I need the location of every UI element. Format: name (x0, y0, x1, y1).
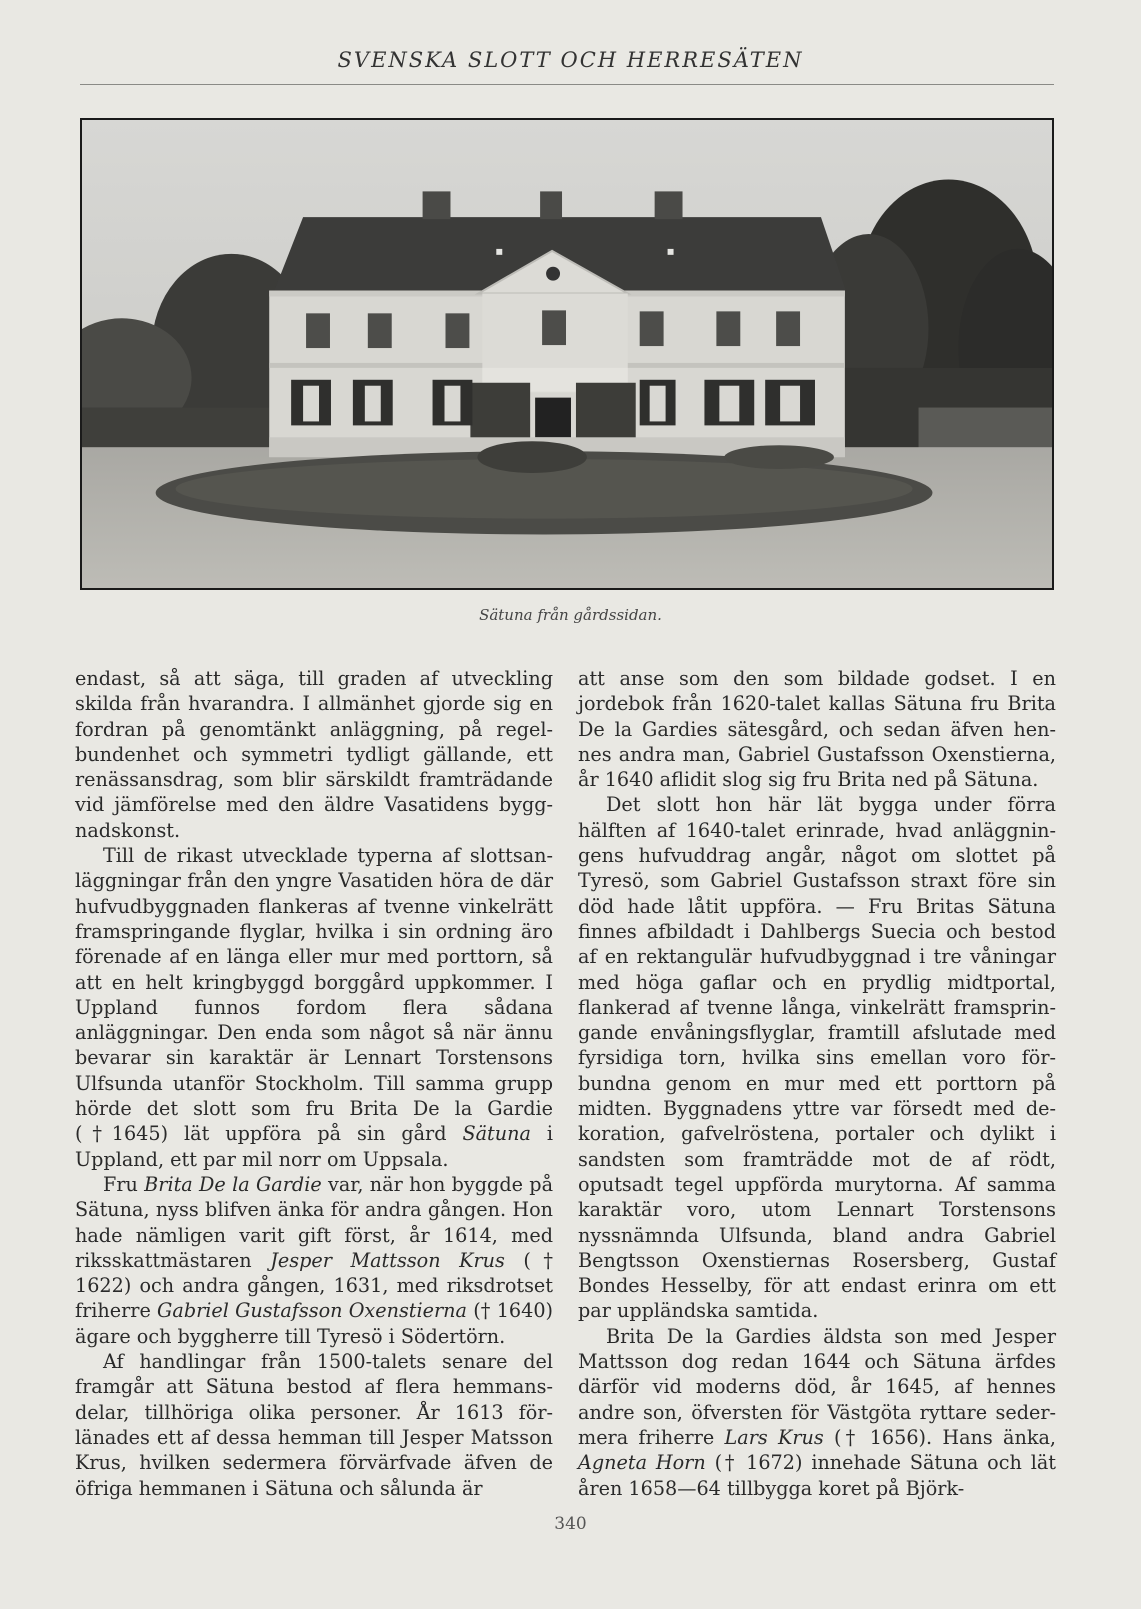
paragraph-text: († 1622) och andra gången, 1631, med riksdrotset friherre (75, 1248, 553, 1323)
paragraph-text: Fru (103, 1172, 138, 1196)
paragraph: Af handlingar från 1500-talets senare del framgår att Sätuna bestod af flera hemmansdelar, tillhöriga olika personer. År 1613 förlänades ett af dessa hemman till Jesper Matsson Krus, hvilken sedermera förvärfvade äfven de öfriga hemmanen i Sätuna och sålunda är (75, 1350, 553, 1500)
person-name: Gabriel Gustafsson Oxenstierna (157, 1299, 467, 1323)
paragraph-text: († 1672) innehade Sätuna och lät åren 1658—64 tillbygga koret på Björk- (578, 1451, 1056, 1500)
paragraph-text: Till de rikast utvecklade typerna af slottsanläggningar från den yngre Vasatiden höra de där hufvudbyggnaden flankeras af tvenne vinkelrätt framspringande flyglar, hvilka i sin ordning äro förenade af en länga eller mur med porttorn, så att en helt kringbyggd borggård uppkommer. I Uppland funnos fordom flera sådana anläggningar. Den enda som något så när ännu bevarar sin karaktär är Lennart Torstensons Ulfsunda utanför Stockholm. Till samma grupp hörde det slott som fru Brita De la Gardie (†1645) lät uppföra på sin gård (75, 844, 553, 1146)
paragraph: Det slott hon här lät bygga under förra hälften af 1640-talet erinrade, hvad anläggningens hufvuddrag angår, något om slottet på Tyresö, som Gabriel Gustafsson straxt före sin död hade låtit uppföra. — Fru Britas Sätuna finnes afbildadt i Dahlbergs Suecia och bestod af en rektangulär hufvudbyggnad i tre våningar med höga gaflar och en prydlig midtportal, flankerad af tvenne långa, vinkelrätt framspringande envåningsflyglar, framtill afslutade med fyrsidiga torn, hvilka sins emellan voro förbundna genom en mur med ett porttorn på midten. Byggnadens yttre var försedt med dekoration, gafvelröstena, portaler och dylikt i sandsten som framträdde mot de af rödt, oputsadt tegel uppförda murytorna. Af samma karaktär voro, utom Lennart Torstensons nyssnämnda Ulfsunda, bland andra Gabriel Bengtsson Oxenstiernas Rosersberg, Gustaf Bondes Hesselby, för att endast erinra om ett par uppländska samtida. (578, 793, 1056, 1323)
paragraph (578, 1324, 1056, 1501)
figure-caption: Sätuna från gårdssidan. (479, 606, 662, 624)
text-column-left (75, 666, 553, 1501)
paragraph-text: var, när hon byggde på Sätuna, nyss blifven änka för andra gången. Hon hade nämligen varit gift först, år 1614, med riksskattmästaren (75, 1172, 554, 1272)
person-name: Brita De la Gardie (144, 1172, 322, 1196)
page-number: 340 (554, 1514, 587, 1534)
manor-house-illustration (82, 120, 1052, 588)
text-column-right (578, 666, 1056, 1501)
person-name: Agneta Horn (578, 1451, 706, 1475)
paragraph: endast, så att säga, till graden af utveckling skilda från hvarandra. I allmänhet gjorde sig en fordran på genomtänkt anläggning, på regelbundenhet och symmetri tydligt gällande, ett renässansdrag, som blir särskildt framträdande vid jämförelse med den äldre Vasatidens byggnadskonst. (75, 667, 553, 842)
paragraph: att anse som den som bildade godset. I en jordebok från 1620-talet kallas Sätuna fru Brita De la Gardies sätesgård, och sedan äfven hennes andra man, Gabriel Gustafsson Oxenstierna, år 1640 aflidit slog sig fru Brita ned på Sätuna. (578, 667, 1056, 792)
person-name: Lars Krus (724, 1425, 824, 1449)
header-rule (80, 84, 1054, 85)
person-name: Jesper Mattsson Krus (270, 1248, 505, 1272)
paragraph-text: († 1640) ägare och byggherre till Tyresö i Södertörn. (75, 1299, 554, 1348)
paragraph-text: Brita De la Gardies äldsta son med Jesper Mattsson dog redan 1644 och Sätuna ärfdes därför vid moderns död, år 1645, af hennes andre son, öfversten för Västgöta ryttare sedermera friherre (578, 1324, 1056, 1449)
running-head: SVENSKA SLOTT OCH HERRESÄTEN (337, 48, 804, 72)
paragraph (75, 843, 553, 1172)
manor-photograph (80, 118, 1054, 590)
paragraph (75, 1172, 553, 1349)
paragraph-text: i Uppland, ett par mil norr om Uppsala. (75, 1122, 554, 1171)
paragraph-text: († 1656). Hans änka, (834, 1425, 1056, 1449)
place-name: Sätuna (462, 1122, 531, 1146)
